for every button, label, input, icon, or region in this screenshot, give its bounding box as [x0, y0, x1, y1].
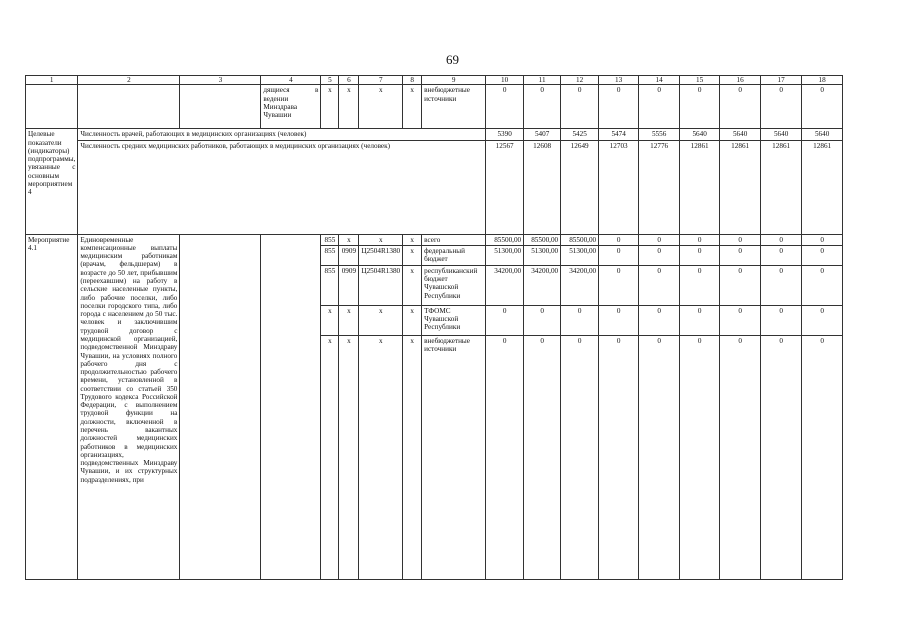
value-cell: 0 [486, 85, 524, 129]
value-cell: 0 [486, 335, 524, 579]
code-cell: 0909 [339, 245, 359, 265]
column-number-cell: 13 [599, 76, 639, 85]
value-cell: 0 [720, 265, 761, 305]
value-cell: 0 [720, 85, 761, 129]
value-cell: 0 [639, 335, 680, 579]
code-cell: x [321, 335, 339, 579]
value-cell: 12703 [599, 140, 639, 234]
program-table [25, 75, 843, 580]
column-number-cell: 2 [78, 76, 180, 85]
value-cell: 0 [802, 265, 843, 305]
value-cell: 0 [802, 234, 843, 245]
page-number: 69 [446, 52, 459, 67]
value-cell: 0 [524, 305, 561, 335]
value-cell: 0 [561, 335, 599, 579]
value-cell: 0 [680, 234, 720, 245]
code-cell: 0909 [339, 265, 359, 305]
value-cell: 5640 [680, 129, 720, 140]
code-cell: 855 [321, 245, 339, 265]
code-cell: Ц2504R1380 [359, 265, 403, 305]
value-cell: 0 [599, 335, 639, 579]
value-cell: 0 [720, 335, 761, 579]
funding-source-cell: ТФОМС Чувашской Республики [422, 305, 486, 335]
value-cell: 0 [524, 85, 561, 129]
value-cell: 34200,00 [561, 265, 599, 305]
measure-label-cell: Мероприятие 4.1 [26, 234, 78, 579]
indicator-row [26, 140, 843, 234]
value-cell: 51300,00 [486, 245, 524, 265]
column-number-cell: 1 [26, 76, 78, 85]
column-number-row [26, 76, 843, 85]
value-cell: 0 [802, 85, 843, 129]
column-number-cell: 12 [561, 76, 599, 85]
code-cell: x [321, 305, 339, 335]
value-cell: 12776 [639, 140, 680, 234]
column-number-cell: 4 [261, 76, 321, 85]
value-cell: 5640 [720, 129, 761, 140]
value-cell: 12861 [802, 140, 843, 234]
column-number-cell: 18 [802, 76, 843, 85]
value-cell: 0 [680, 305, 720, 335]
continuation-row [26, 85, 843, 129]
column-number-cell: 16 [720, 76, 761, 85]
column-number-cell: 6 [339, 76, 359, 85]
measure-description-cell: Единовременные компенсационные выплаты медицинским работникам (врачам, фельдшерам) в возрасте до 50 лет, прибывшим (переехавшим) на работу в сельские населенные пункты, либо рабочие поселки, либо поселки городского типа, либо города с населением до 50 тыс. человек и заключившим трудовой договор с медицинской организацией, подведомственной Минздраву Чувашии, на условиях полного рабочего дня с продолжительностью рабочего времени, установленной в соответствии со статьей 350 Трудового кодекса Российской Федерации, с выполнением трудовой функции на должности, включенной в перечень вакантных должностей медицинских работников в медицинских организациях, подведомственных Минздраву Чувашии, и их структурных подразделениях, при [78, 234, 180, 579]
value-cell: 12567 [486, 140, 524, 234]
value-cell: 12861 [680, 140, 720, 234]
value-cell: 0 [720, 305, 761, 335]
code-cell: 855 [321, 265, 339, 305]
value-cell: 0 [599, 234, 639, 245]
value-cell: 0 [639, 85, 680, 129]
code-cell: x [339, 85, 359, 129]
code-cell: x [403, 245, 422, 265]
value-cell: 0 [761, 245, 802, 265]
value-cell: 0 [680, 85, 720, 129]
value-cell: 0 [720, 234, 761, 245]
value-cell: 5390 [486, 129, 524, 140]
value-cell: 34200,00 [524, 265, 561, 305]
value-cell: 0 [639, 305, 680, 335]
value-cell: 5640 [761, 129, 802, 140]
code-cell: x [403, 85, 422, 129]
code-cell: x [403, 335, 422, 579]
code-cell: x [403, 234, 422, 245]
funding-source-cell: внебюджетные источники [422, 85, 486, 129]
value-cell: 0 [599, 85, 639, 129]
value-cell: 12608 [524, 140, 561, 234]
value-cell: 5474 [599, 129, 639, 140]
value-cell: 0 [802, 245, 843, 265]
value-cell: 34200,00 [486, 265, 524, 305]
column-number-cell: 9 [422, 76, 486, 85]
value-cell: 0 [761, 265, 802, 305]
value-cell: 85500,00 [486, 234, 524, 245]
value-cell: 0 [561, 305, 599, 335]
funding-source-cell: федеральный бюджет [422, 245, 486, 265]
column-number-cell: 17 [761, 76, 802, 85]
value-cell: 0 [680, 265, 720, 305]
code-cell: x [359, 335, 403, 579]
column-number-cell: 7 [359, 76, 403, 85]
column-number-cell: 11 [524, 76, 561, 85]
column-number-cell: 8 [403, 76, 422, 85]
indicator-text-cell: Численность средних медицинских работников, работающих в медицинских организациях (человек) [78, 140, 486, 234]
code-cell: x [403, 305, 422, 335]
value-cell: 85500,00 [561, 234, 599, 245]
column-number-cell: 15 [680, 76, 720, 85]
value-cell: 0 [680, 245, 720, 265]
value-cell: 0 [720, 245, 761, 265]
value-cell: 51300,00 [561, 245, 599, 265]
code-cell: 855 [321, 234, 339, 245]
value-cell: 5640 [802, 129, 843, 140]
indicators-label-cell: Целевые показатели (индикаторы) подпрограммы, увязанные с основным мероприятием 4 [26, 129, 78, 234]
code-cell: x [321, 85, 339, 129]
value-cell: 0 [802, 335, 843, 579]
value-cell: 12861 [761, 140, 802, 234]
column-number-cell: 5 [321, 76, 339, 85]
column-number-cell: 3 [180, 76, 261, 85]
indicator-row [26, 129, 843, 140]
code-cell: x [339, 234, 359, 245]
value-cell: 0 [486, 305, 524, 335]
value-cell: 51300,00 [524, 245, 561, 265]
responsible-executor-cell: дящиеся в ведении Минздрава Чувашии [261, 85, 321, 129]
value-cell: 0 [639, 234, 680, 245]
value-cell: 85500,00 [524, 234, 561, 245]
indicator-text-cell: Численность врачей, работающих в медицинских организациях (человек) [78, 129, 486, 140]
value-cell: 0 [761, 335, 802, 579]
value-cell: 0 [761, 305, 802, 335]
funding-source-cell: всего [422, 234, 486, 245]
value-cell: 0 [639, 265, 680, 305]
value-cell: 0 [599, 245, 639, 265]
code-cell: x [359, 85, 403, 129]
value-cell: 0 [561, 85, 599, 129]
value-cell: 5425 [561, 129, 599, 140]
value-cell: 0 [761, 234, 802, 245]
code-cell: x [359, 305, 403, 335]
value-cell: 0 [639, 245, 680, 265]
value-cell: 0 [524, 335, 561, 579]
code-cell: x [339, 305, 359, 335]
value-cell: 0 [680, 335, 720, 579]
funding-source-cell: республиканский бюджет Чувашской Республики [422, 265, 486, 305]
value-cell: 12649 [561, 140, 599, 234]
value-cell: 0 [599, 265, 639, 305]
code-cell: x [403, 265, 422, 305]
code-cell: x [359, 234, 403, 245]
funding-source-cell: внебюджетные источники [422, 335, 486, 579]
code-cell: Ц2504R1380 [359, 245, 403, 265]
measure-row [26, 234, 843, 245]
code-cell: x [339, 335, 359, 579]
value-cell: 5407 [524, 129, 561, 140]
value-cell: 0 [802, 305, 843, 335]
value-cell: 12861 [720, 140, 761, 234]
column-number-cell: 10 [486, 76, 524, 85]
value-cell: 0 [599, 305, 639, 335]
value-cell: 0 [761, 85, 802, 129]
column-number-cell: 14 [639, 76, 680, 85]
value-cell: 5556 [639, 129, 680, 140]
